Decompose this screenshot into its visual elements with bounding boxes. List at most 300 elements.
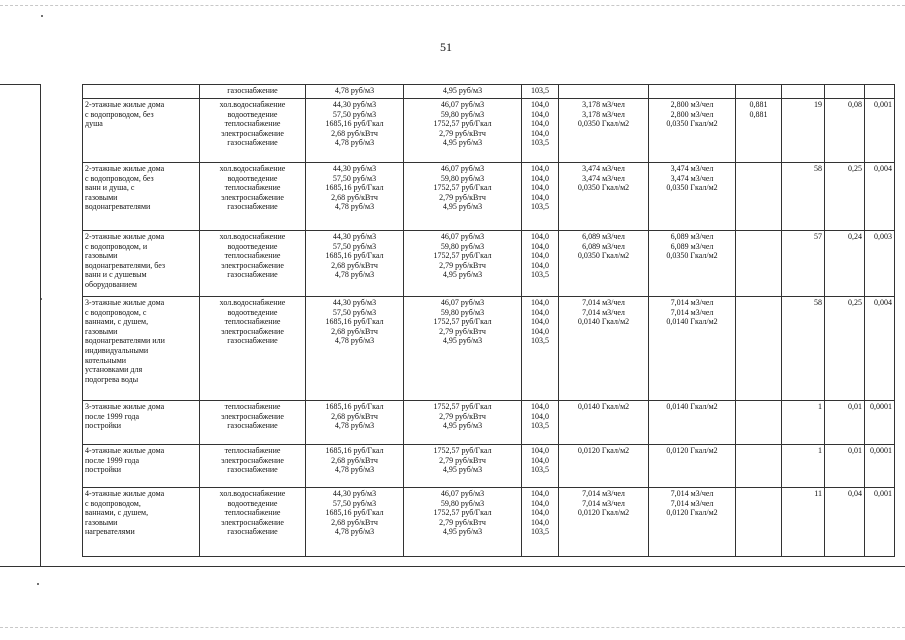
cell-line: индивидуальными	[85, 345, 149, 355]
cell-line: 104,0	[531, 508, 549, 518]
cell-line: водоотведение	[227, 307, 278, 317]
cell-line: газовыми	[85, 517, 118, 527]
cell-line: 0,0120 Гкал/м2	[666, 446, 718, 455]
cell-line: 4,95 руб/м3	[442, 465, 483, 475]
cell-line: после 1999 года	[85, 411, 140, 421]
cell-line: постройки	[85, 421, 122, 431]
cell-line: 104,0	[531, 307, 549, 317]
cell-line: 104,0	[531, 446, 549, 455]
cell-line: 104,0	[531, 455, 549, 465]
cell-line: 104,0	[531, 498, 549, 508]
norm-new-cell	[649, 488, 736, 557]
service-cell	[200, 85, 306, 99]
norm-old-cell	[559, 85, 649, 99]
norm-new-cell	[649, 231, 736, 297]
cell-line: 0,0120 Гкал/м2	[666, 508, 718, 518]
cell-line: 4,78 руб/м3	[334, 527, 375, 537]
cell-line: 4-этажные жилые дома	[85, 489, 165, 498]
cell-line: 46,07 руб/м3	[440, 164, 485, 173]
percent-cell	[522, 401, 559, 445]
cell-line: электроснабжение	[221, 260, 284, 270]
coefficient-cell	[736, 85, 782, 99]
service-cell	[200, 99, 306, 163]
cell-line: 2,79 руб/кВтч	[439, 128, 486, 138]
tariff-new-cell	[404, 488, 522, 557]
coefficient-cell	[736, 445, 782, 488]
cell-line: 0,0140 Гкал/м2	[577, 317, 630, 327]
cell-line: 0,0350 Гкал/м2	[666, 119, 718, 129]
cell-line: после 1999 года	[85, 455, 140, 465]
share-cell	[825, 85, 865, 99]
tariff-new-cell	[404, 297, 522, 401]
cell-line: 104,0	[531, 241, 549, 251]
norm-old-cell	[559, 297, 649, 401]
tariff-new-cell	[404, 231, 522, 297]
cell-line: 104,0	[531, 100, 549, 109]
cell-line: хол.водоснабжение	[219, 298, 286, 307]
cell-line: 0,0350 Гкал/м2	[666, 251, 718, 261]
cell-line: 2-этажные жилые дома	[85, 164, 165, 173]
cell-line: 7,014 м3/чел	[670, 307, 714, 317]
cell-line: 104,0	[531, 411, 549, 421]
cell-line: 4,78 руб/м3	[334, 86, 375, 95]
cell-line: 57,50 руб/м3	[332, 109, 377, 119]
cell-line: 4,78 руб/м3	[334, 202, 375, 212]
coefficient-cell	[736, 163, 782, 231]
cell-line: 1752,57 руб/Гкал	[433, 317, 492, 327]
cell-line: 3,474 м3/чел	[582, 164, 625, 173]
norm-new-cell	[649, 85, 736, 99]
cell-line: 4,78 руб/м3	[334, 421, 375, 431]
cell-line: 2,68 руб/кВтч	[331, 455, 378, 465]
housing-type-cell	[83, 488, 200, 557]
cell-line: теплоснабжение	[224, 508, 281, 518]
cell-line: 44,30 руб/м3	[332, 298, 377, 307]
page-number: 51	[440, 40, 452, 54]
norm-new-cell	[649, 401, 736, 445]
table-row	[83, 488, 895, 557]
cell-line: 6,089 м3/чел	[582, 241, 625, 251]
count-cell: 1	[782, 445, 825, 488]
coefficient-cell	[736, 401, 782, 445]
cell-line: 4,95 руб/м3	[442, 527, 483, 537]
tariff-old-cell	[306, 401, 404, 445]
cell-line: оборудованием	[85, 279, 137, 289]
cell-line: 7,014 м3/чел	[670, 489, 714, 498]
count-cell: 58	[782, 297, 825, 401]
extra-value-cell: 0,001	[865, 99, 895, 163]
cell-line: 1752,57 руб/Гкал	[433, 119, 492, 129]
cell-line: 1752,57 руб/Гкал	[433, 402, 492, 411]
cell-line: 1685,16 руб/Гкал	[325, 446, 384, 455]
cell-line: 7,014 м3/чел	[582, 298, 625, 307]
cell-line: 4,78 руб/м3	[334, 270, 375, 280]
norm-old-cell	[559, 445, 649, 488]
cell-line: электроснабжение	[221, 192, 284, 202]
table-row	[83, 85, 895, 99]
cell-line: 3,178 м3/чел	[582, 109, 625, 119]
cell-line: 0,0350 Гкал/м2	[577, 251, 630, 261]
norm-new-cell	[649, 445, 736, 488]
service-cell	[200, 401, 306, 445]
coefficient-cell	[736, 297, 782, 401]
cell-line: с водопроводом,	[85, 498, 141, 508]
cell-line: 1685,16 руб/Гкал	[325, 317, 384, 327]
cell-line: 4-этажные жилые дома	[85, 446, 165, 455]
cell-line: 2-этажные жилые дома	[85, 100, 165, 109]
cell-line: 1685,16 руб/Гкал	[325, 119, 384, 129]
cell-line: электроснабжение	[221, 411, 284, 421]
cell-line: 104,0	[531, 326, 549, 336]
cell-line: теплоснабжение	[224, 183, 281, 193]
service-cell	[200, 445, 306, 488]
cell-line: 1685,16 руб/Гкал	[325, 402, 384, 411]
cell-line: хол.водоснабжение	[219, 232, 286, 241]
cell-line: 3,178 м3/чел	[582, 100, 625, 109]
count-cell: 57	[782, 231, 825, 297]
percent-cell	[522, 99, 559, 163]
service-cell	[200, 231, 306, 297]
cell-line: 46,07 руб/м3	[440, 232, 485, 241]
cell-line: хол.водоснабжение	[219, 164, 286, 173]
cell-line: 2,68 руб/кВтч	[331, 411, 378, 421]
extra-value-cell: 0,004	[865, 297, 895, 401]
cell-line: 57,50 руб/м3	[332, 173, 377, 183]
tariff-new-cell	[404, 163, 522, 231]
cell-line: 57,50 руб/м3	[332, 307, 377, 317]
housing-type-cell	[83, 85, 200, 99]
norm-old-cell	[559, 488, 649, 557]
tariff-new-cell	[404, 85, 522, 99]
count-cell	[782, 85, 825, 99]
cell-line: с водопроводом, без	[85, 109, 154, 119]
cell-line: электроснабжение	[221, 517, 284, 527]
cell-line: 2,68 руб/кВтч	[331, 192, 378, 202]
table-row	[83, 99, 895, 163]
cell-line: 6,089 м3/чел	[670, 232, 714, 241]
tariff-old-cell	[306, 99, 404, 163]
tariff-table	[82, 84, 895, 557]
cell-line: газоснабжение	[227, 202, 278, 212]
share-cell: 0,01	[825, 445, 865, 488]
cell-line: 57,50 руб/м3	[332, 498, 377, 508]
cell-line: 104,0	[531, 183, 549, 193]
cell-line: душа	[85, 119, 103, 129]
table-frame-left-border	[40, 84, 41, 566]
cell-line: 3-этажные жилые дома	[85, 298, 165, 307]
tariff-old-cell	[306, 231, 404, 297]
cell-line: 0,0120 Гкал/м2	[577, 446, 630, 455]
scan-edge-bottom	[0, 627, 905, 628]
percent-cell	[522, 85, 559, 99]
norm-new-cell	[649, 99, 736, 163]
cell-line: 1685,16 руб/Гкал	[325, 183, 384, 193]
cell-line: 104,0	[531, 260, 549, 270]
cell-line: с водопроводом, и	[85, 241, 148, 251]
count-cell: 11	[782, 488, 825, 557]
cell-line: 0,0350 Гкал/м2	[577, 183, 630, 193]
cell-line: 4,95 руб/м3	[442, 270, 483, 280]
cell-line: газовыми	[85, 326, 118, 336]
housing-type-cell	[83, 445, 200, 488]
cell-line: газоснабжение	[227, 421, 278, 431]
cell-line: 46,07 руб/м3	[440, 489, 485, 498]
percent-cell	[522, 488, 559, 557]
table-row	[83, 445, 895, 488]
cell-line: теплоснабжение	[224, 402, 281, 411]
cell-line: 7,014 м3/чел	[582, 489, 625, 498]
cell-line: 104,0	[531, 317, 549, 327]
norm-new-cell	[649, 163, 736, 231]
norm-old-cell	[559, 99, 649, 163]
cell-line: 4,95 руб/м3	[442, 202, 483, 212]
cell-line: 44,30 руб/м3	[332, 100, 377, 109]
percent-cell	[522, 231, 559, 297]
extra-value-cell: 0,001	[865, 488, 895, 557]
cell-line: 3,474 м3/чел	[670, 173, 714, 183]
cell-line: 104,0	[531, 128, 549, 138]
cell-line: 4,95 руб/м3	[442, 421, 483, 431]
cell-line: 1685,16 руб/Гкал	[325, 251, 384, 261]
cell-line: 0,0140 Гкал/м2	[577, 402, 630, 411]
cell-line: 104,0	[531, 232, 549, 241]
cell-line: 103,5	[531, 202, 549, 212]
cell-line: 2,800 м3/чел	[670, 109, 714, 119]
cell-line: 104,0	[531, 251, 549, 261]
cell-line: 6,089 м3/чел	[582, 232, 625, 241]
tariff-new-cell	[404, 401, 522, 445]
share-cell: 0,04	[825, 488, 865, 557]
share-cell: 0,08	[825, 99, 865, 163]
cell-line: электроснабжение	[221, 128, 284, 138]
tariff-new-cell	[404, 99, 522, 163]
cell-line: 44,30 руб/м3	[332, 164, 377, 173]
cell-line: 7,014 м3/чел	[582, 307, 625, 317]
cell-line: 104,0	[531, 489, 549, 498]
cell-line: 2,68 руб/кВтч	[331, 260, 378, 270]
cell-line: 2,68 руб/кВтч	[331, 128, 378, 138]
count-cell: 58	[782, 163, 825, 231]
norm-old-cell	[559, 163, 649, 231]
percent-cell	[522, 297, 559, 401]
cell-line: теплоснабжение	[224, 317, 281, 327]
cell-line: 1752,57 руб/Гкал	[433, 183, 492, 193]
cell-line: теплоснабжение	[224, 119, 281, 129]
cell-line: 2-этажные жилые дома	[85, 232, 165, 241]
cell-line: 7,014 м3/чел	[582, 498, 625, 508]
cell-line: теплоснабжение	[224, 251, 281, 261]
housing-type-cell	[83, 163, 200, 231]
cell-line: 7,014 м3/чел	[670, 298, 714, 307]
cell-line: 1752,57 руб/Гкал	[433, 446, 492, 455]
cell-line: 59,80 руб/м3	[440, 173, 485, 183]
cell-line: 1752,57 руб/Гкал	[433, 251, 492, 261]
cell-line: 103,5	[531, 336, 549, 346]
tariff-old-cell	[306, 163, 404, 231]
extra-value-cell: 0,003	[865, 231, 895, 297]
cell-line: газовыми	[85, 192, 118, 202]
table-row	[83, 231, 895, 297]
cell-line: электроснабжение	[221, 326, 284, 336]
cell-line: 0,881	[749, 100, 768, 109]
cell-line: хол.водоснабжение	[219, 489, 286, 498]
cell-line: 3,474 м3/чел	[670, 164, 714, 173]
cell-line: 44,30 руб/м3	[332, 489, 377, 498]
cell-line: 0,0140 Гкал/м2	[666, 402, 718, 411]
share-cell: 0,24	[825, 231, 865, 297]
cell-line: водонагревателями или	[85, 336, 165, 346]
housing-type-cell	[83, 297, 200, 401]
cell-line: 46,07 руб/м3	[440, 100, 485, 109]
cell-line: газоснабжение	[227, 138, 278, 148]
coefficient-cell	[736, 99, 782, 163]
percent-cell	[522, 445, 559, 488]
cell-line: постройки	[85, 465, 122, 475]
count-cell: 1	[782, 401, 825, 445]
cell-line: 59,80 руб/м3	[440, 241, 485, 251]
service-cell	[200, 488, 306, 557]
housing-type-cell	[83, 99, 200, 163]
cell-line: 4,95 руб/м3	[442, 138, 483, 148]
cell-line: 103,5	[531, 138, 549, 148]
cell-line: хол.водоснабжение	[219, 100, 286, 109]
cell-line: с водопроводом, без	[85, 173, 154, 183]
cell-line: 4,95 руб/м3	[442, 86, 483, 95]
cell-line: газовыми	[85, 251, 118, 261]
scan-edge-top	[0, 5, 905, 6]
cell-line: 46,07 руб/м3	[440, 298, 485, 307]
cell-line: водонагревателями	[85, 202, 151, 212]
cell-line: 2,79 руб/кВтч	[439, 455, 486, 465]
cell-line: 2,79 руб/кВтч	[439, 411, 486, 421]
cell-line: ваннами, с душем,	[85, 317, 149, 327]
cell-line: с водопроводом, с	[85, 307, 147, 317]
cell-line: нагревателями	[85, 527, 135, 537]
cell-line: водоотведение	[227, 241, 278, 251]
cell-line: 59,80 руб/м3	[440, 498, 485, 508]
tariff-old-cell	[306, 297, 404, 401]
cell-line: 104,0	[531, 298, 549, 307]
cell-line: водоотведение	[227, 498, 278, 508]
share-cell: 0,01	[825, 401, 865, 445]
cell-line: 59,80 руб/м3	[440, 109, 485, 119]
norm-old-cell	[559, 231, 649, 297]
cell-line: 1752,57 руб/Гкал	[433, 508, 492, 518]
cell-line: 44,30 руб/м3	[332, 232, 377, 241]
cell-line: электроснабжение	[221, 455, 284, 465]
share-cell: 0,25	[825, 297, 865, 401]
cell-line: 104,0	[531, 402, 549, 411]
cell-line: 2,79 руб/кВтч	[439, 192, 486, 202]
scan-speck	[41, 15, 43, 17]
cell-line: 104,0	[531, 164, 549, 173]
cell-line: 4,78 руб/м3	[334, 138, 375, 148]
cell-line: 4,95 руб/м3	[442, 336, 483, 346]
cell-line: ваннами, с душем,	[85, 508, 149, 518]
cell-line: 103,5	[531, 465, 549, 475]
cell-line: газоснабжение	[227, 527, 278, 537]
cell-line: газоснабжение	[227, 270, 278, 280]
cell-line: 3-этажные жилые дома	[85, 402, 165, 411]
cell-line: 104,0	[531, 192, 549, 202]
cell-line: газоснабжение	[227, 336, 278, 346]
table-row	[83, 297, 895, 401]
cell-line: водоотведение	[227, 109, 278, 119]
count-cell: 19	[782, 99, 825, 163]
cell-line: 104,0	[531, 173, 549, 183]
cell-line: газоснабжение	[227, 86, 278, 95]
table-body	[83, 85, 895, 557]
cell-line: теплоснабжение	[224, 446, 281, 455]
cell-line: 0,0350 Гкал/м2	[577, 119, 630, 129]
cell-line: ванн и с душевым	[85, 270, 147, 280]
housing-type-cell	[83, 401, 200, 445]
table-row	[83, 163, 895, 231]
table-frame-top-left-rule	[0, 84, 40, 85]
cell-line: 104,0	[531, 109, 549, 119]
coefficient-cell	[736, 488, 782, 557]
extra-value-cell	[865, 85, 895, 99]
table-bottom-rule	[0, 566, 905, 567]
cell-line: 0,0140 Гкал/м2	[666, 317, 718, 327]
cell-line: 0,0120 Гкал/м2	[577, 508, 630, 518]
cell-line: котельными	[85, 355, 127, 365]
cell-line: 4,78 руб/м3	[334, 465, 375, 475]
cell-line: 104,0	[531, 119, 549, 129]
tariff-old-cell	[306, 445, 404, 488]
percent-cell	[522, 163, 559, 231]
housing-type-cell	[83, 231, 200, 297]
scan-speck	[37, 583, 39, 585]
cell-line: газоснабжение	[227, 465, 278, 475]
cell-line: водонагревателями, без	[85, 260, 166, 270]
tariff-old-cell	[306, 85, 404, 99]
cell-line: ванн и душа, с	[85, 183, 135, 193]
cell-line: 2,79 руб/кВтч	[439, 517, 486, 527]
extra-value-cell: 0,004	[865, 163, 895, 231]
cell-line: 59,80 руб/м3	[440, 307, 485, 317]
extra-value-cell: 0,0001	[865, 445, 895, 488]
cell-line: установками для	[85, 365, 143, 375]
cell-line: 4,78 руб/м3	[334, 336, 375, 346]
cell-line: 2,800 м3/чел	[670, 100, 714, 109]
service-cell	[200, 297, 306, 401]
cell-line: 3,474 м3/чел	[582, 173, 625, 183]
cell-line: 1685,16 руб/Гкал	[325, 508, 384, 518]
cell-line: 7,014 м3/чел	[670, 498, 714, 508]
table-row	[83, 401, 895, 445]
cell-line: 2,79 руб/кВтч	[439, 326, 486, 336]
cell-line: подогрева воды	[85, 374, 139, 384]
cell-line: 103,5	[531, 527, 549, 537]
tariff-new-cell	[404, 445, 522, 488]
cell-line: 2,68 руб/кВтч	[331, 517, 378, 527]
service-cell	[200, 163, 306, 231]
cell-line: 103,5	[531, 421, 549, 431]
cell-line: водоотведение	[227, 173, 278, 183]
tariff-old-cell	[306, 488, 404, 557]
cell-line: 57,50 руб/м3	[332, 241, 377, 251]
cell-line: 0,0350 Гкал/м2	[666, 183, 718, 193]
cell-line: 103,5	[531, 270, 549, 280]
norm-old-cell	[559, 401, 649, 445]
share-cell: 0,25	[825, 163, 865, 231]
cell-line: 2,68 руб/кВтч	[331, 326, 378, 336]
norm-new-cell	[649, 297, 736, 401]
cell-line: 2,79 руб/кВтч	[439, 260, 486, 270]
cell-line: 0,881	[749, 109, 768, 119]
extra-value-cell: 0,0001	[865, 401, 895, 445]
